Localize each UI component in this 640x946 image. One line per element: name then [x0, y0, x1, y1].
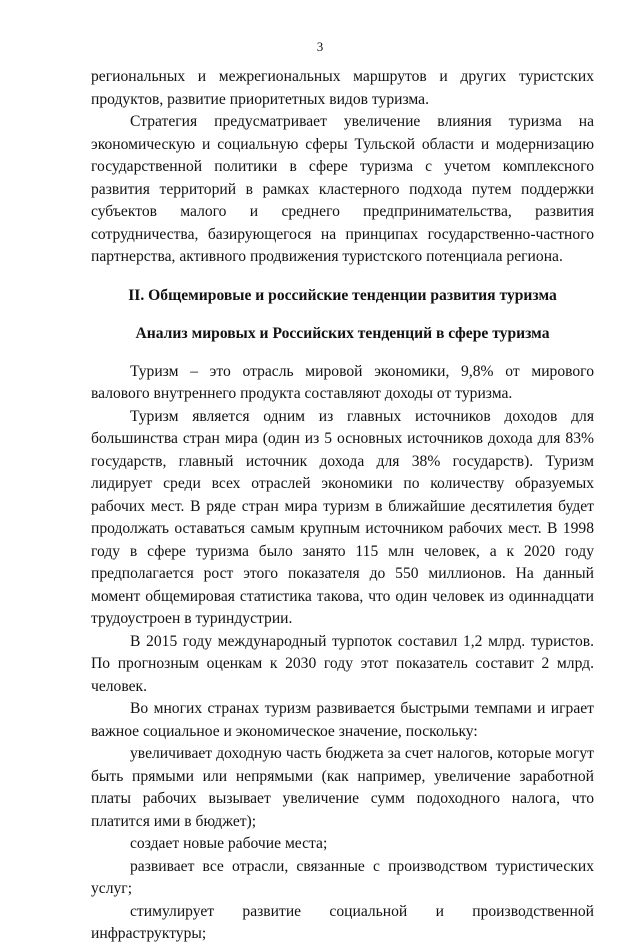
section-heading: II. Общемировые и российские тенденции развития туризма: [128, 286, 557, 304]
list-item: стимулирует развитие социальной и производственной инфраструктуры;: [91, 902, 594, 942]
list-item: увеличивает доходную часть бюджета за счет налогов, которые могут быть прямыми или непрямыми (как например, увеличение заработной платы рабочих вызывает увеличение сумм подоходного налога, что платится ими в бюджет);: [91, 745, 594, 830]
list-item: развивает все отрасли, связанные с производством туристических услуг;: [91, 857, 594, 897]
paragraph-tourism-definition: Туризм – это отрасль мировой экономики, 9,8% от мирового валового внутреннего продукта составляют доходы от туризма.: [91, 362, 594, 402]
paragraph-continuation: региональных и межрегиональных маршрутов и других туристских продуктов, развитие приоритетных видов туризма.: [91, 68, 594, 108]
subsection-heading: Анализ мировых и Российских тенденций в сфере туризма: [135, 324, 550, 342]
paragraph-tourism-income: Туризм является одним из главных источников доходов для большинства стран мира (один из 5 основных источников дохода для 83% государств, главный источник дохода для 38% государств). Туризм лидирует среди всех отраслей экономики по количеству образуемых рабочих мест. В ряде стран мира туризм в ближайшие десятилетия будет продолжать оставаться самым крупным источником рабочих мест. В 1998 году в сфере туризма было занято 115 млн человек, а к 2020 году предполагается рост этого показателя до 550 миллионов. На данный момент общемировая статистика такова, что один человек из одиннадцати трудоустроен в туриндустрии.: [91, 407, 594, 627]
page-number: 3: [316, 39, 324, 54]
list-item: создает новые рабочие места;: [130, 835, 328, 852]
paragraph-importance: Во многих странах туризм развивается быстрыми темпами и играет важное социальное и экономическое значение, поскольку:: [91, 700, 594, 740]
paragraph-tourist-flow: В 2015 году международный турпоток составил 1,2 млрд. туристов. По прогнозным оценкам к 2030 году этот показатель составит 2 млрд. человек.: [91, 632, 594, 695]
paragraph-strategy: Стратегия предусматривает увеличение влияния туризма на экономическую и социальную сферы Тульской области и модернизацию государственной политики в сфере туризма с учетом комплексного развития территорий в рамках кластерного подхода путем поддержки субъектов малого и среднего предпринимательства, развития сотрудничества, базирующегося на принципах государственно-частного партнерства, активного продвижения туристского потенциала региона.: [91, 113, 594, 265]
document-body: [91, 66, 594, 946]
